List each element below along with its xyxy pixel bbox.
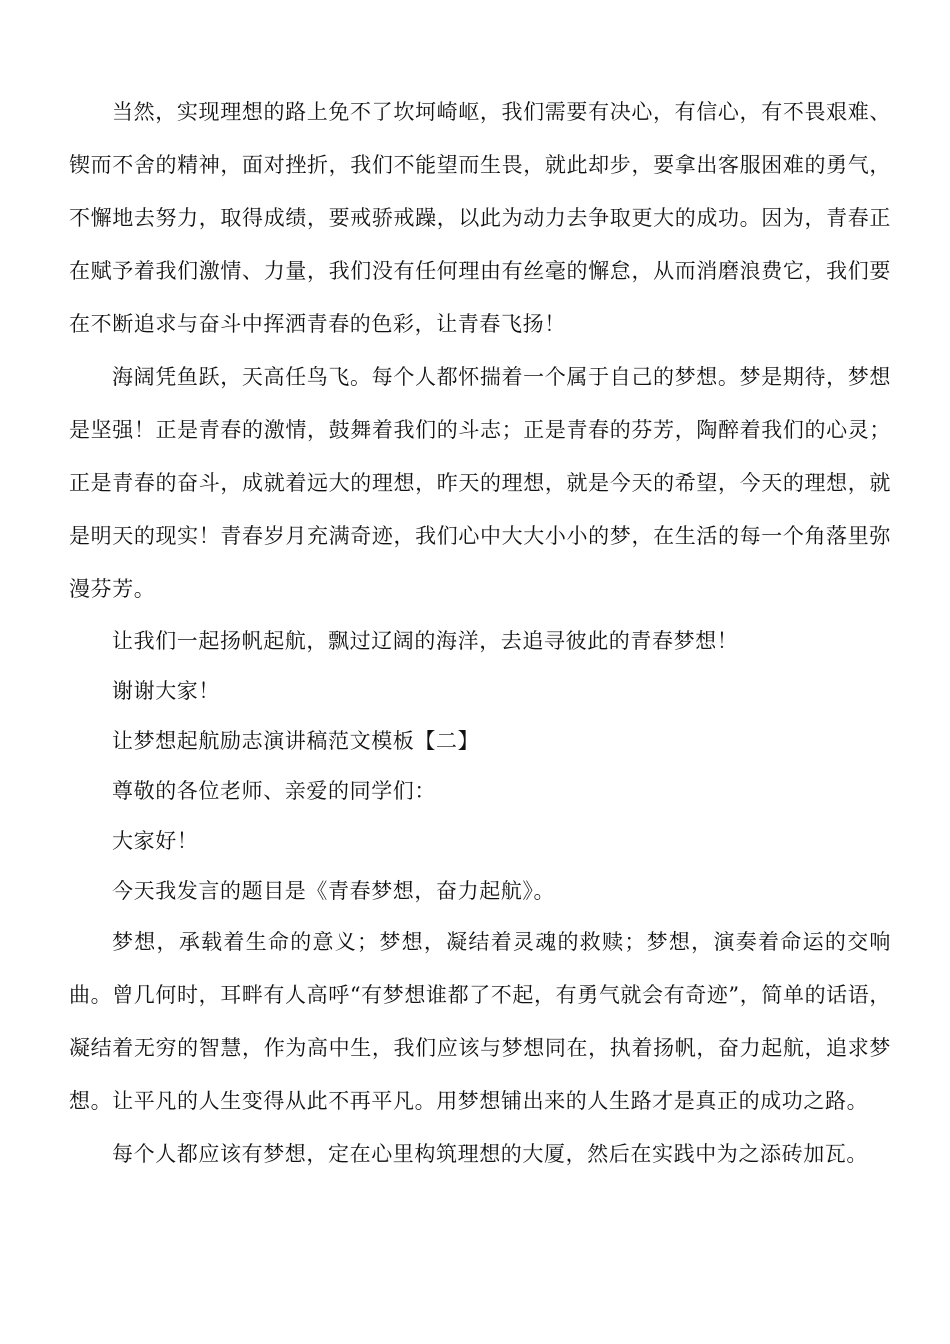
paragraph-thanks: 谢谢大家！ [112,679,220,703]
paragraph-meaning-of-dreams: 梦想，承载着生命的意义；梦想，凝结着灵魂的救赎；梦想，演奏着命运的交响曲。曾几何时，耳畔有人高呼“有梦想谁都了不起，有勇气就会有奇迹”，简单的话语，凝结着无穷的智慧，作为高中生，我们应该与梦想同在，执着扬帆，奋力起航，追求梦想。让平凡的人生变得从此不再平凡。用梦想铺出来的人生路才是真正的成功之路。 [69,930,891,1113]
salutation: 尊敬的各位老师、亲爱的同学们： [112,779,436,803]
paragraph-set-sail: 让我们一起扬帆起航，飘过辽阔的海洋，去追寻彼此的青春梦想！ [112,629,739,653]
section-heading: 让梦想起航励志演讲稿范文模板【二】 [112,729,480,753]
paragraph-perseverance: 当然，实现理想的路上免不了坎坷崎岖，我们需要有决心，有信心，有不畏艰难、锲而不舍的精神，面对挫折，我们不能望而生畏，就此却步，要拿出客服困难的勇气，不懈地去努力，取得成绩，要戒骄戒躁，以此为动力去争取更大的成功。因为，青春正在赋予着我们激情、力量，我们没有任何理由有丝毫的懈怠，从而消磨浪费它，我们要在不断追求与奋斗中挥洒青春的色彩，让青春飞扬！ [69,100,891,336]
paragraph-dreams: 海阔凭鱼跃，天高任鸟飞。每个人都怀揣着一个属于自己的梦想。梦是期待，梦想是坚强！正是青春的激情，鼓舞着我们的斗志；正是青春的芬芳，陶醉着我们的心灵；正是青春的奋斗，成就着远大的理想，昨天的理想，就是今天的希望，今天的理想，就是明天的现实！青春岁月充满奇迹，我们心中大大小小的梦，在生活的每一个角落里弥漫芬芳。 [69,365,891,601]
document-page [69,86,891,1181]
speech-topic: 今天我发言的题目是《青春梦想，奋力起航》。 [112,879,556,903]
greeting: 大家好！ [112,829,199,853]
paragraph-build-dreams: 每个人都应该有梦想，定在心里构筑理想的大厦，然后在实践中为之添砖加瓦。 [112,1142,868,1166]
